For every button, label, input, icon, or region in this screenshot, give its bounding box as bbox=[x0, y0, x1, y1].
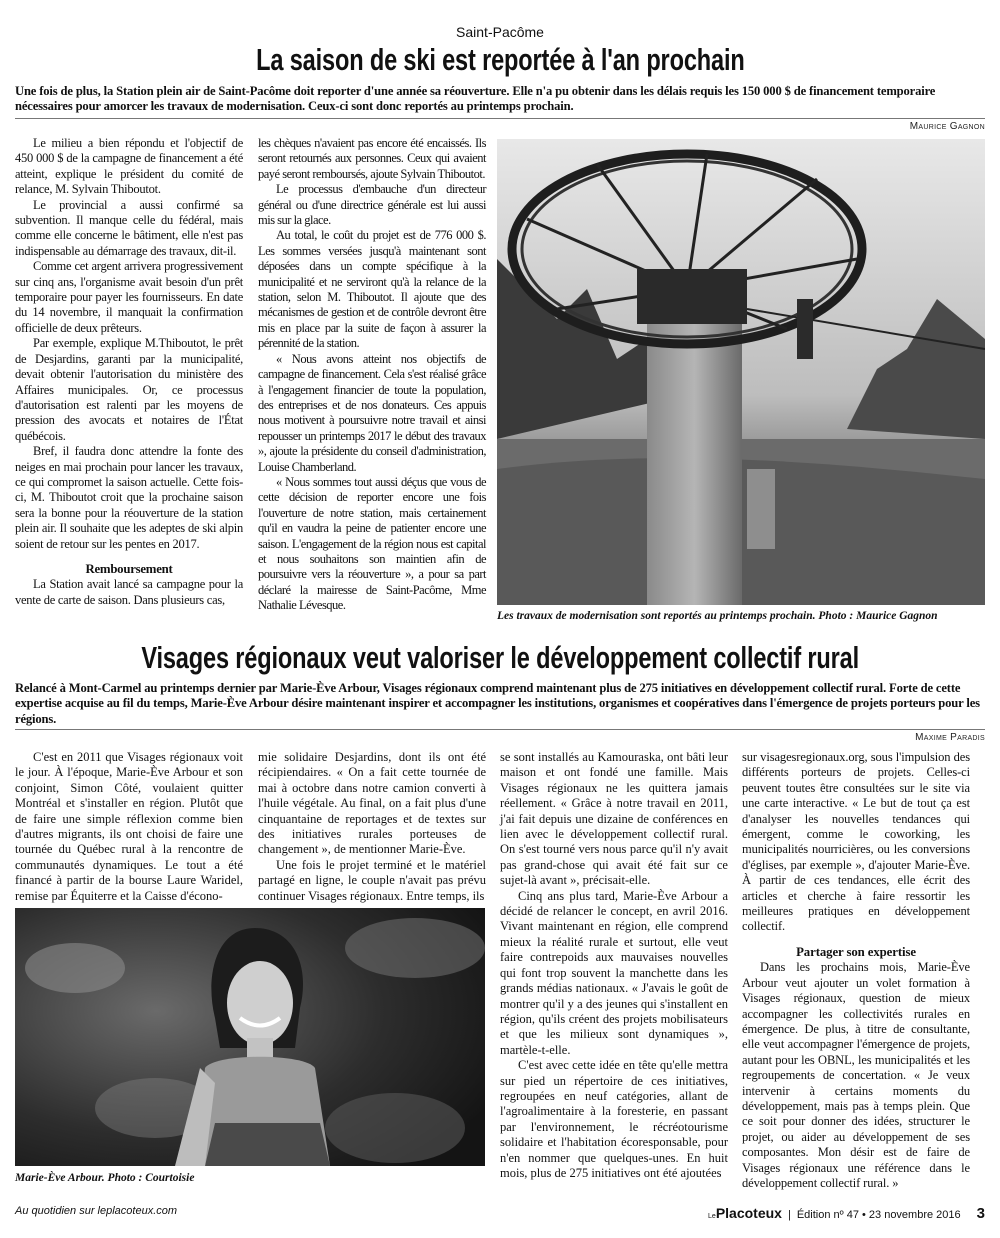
portrait-photo bbox=[15, 908, 485, 1166]
publication-logo bbox=[708, 1205, 782, 1221]
article-1-headline bbox=[0, 42, 1000, 78]
article-1-byline: Maurice Gagnon bbox=[909, 121, 985, 132]
article-1-column-1 bbox=[15, 136, 243, 608]
article-2-column-3 bbox=[500, 750, 728, 1181]
paragraph: « Nous avons atteint nos objectifs de campagne de financement. Cela s'est réalisé grâce à l'engagement financier de toute la population, des entreprises et de nos donateurs. Ces appuis nous motivent à poursuivre notre travail et ainsi repousser un printemps 2017 le début des travaux », ajoute la présidente du conseil d'administration, Louise Chamberland. bbox=[258, 351, 486, 474]
article-2-column-4 bbox=[742, 750, 970, 1191]
paragraph: mie solidaire Desjardins, dont ils ont été récipiendaires. « On a fait cette tournée de mai à octobre dans notre camion converti à l'huile végétale. Au final, on a fait plus d'une cinquantaine de reportages et de textes sur des initiatives rurales porteuses de changement », de mentionner Marie-Ève. bbox=[258, 750, 486, 857]
paragraph: Cinq ans plus tard, Marie-Ève Arbour a décidé de relancer le concept, en avril 2016. Vivant maintenant en région, elle comprend mieux la réalité rurale et surtout, elle veut faire contrepoids aux mauvaises nouvelles qui font trop souvent la manchette dans les grands médias nationaux. « J'avais le goût de montrer qu'il y a des jeunes qui s'installent en région, qu'ils créent des projets mobilisateurs et que les milieux sont dynamiques », martèle-t-elle. bbox=[500, 888, 728, 1057]
article-2-byline: Maxime Paradis bbox=[915, 732, 985, 743]
paragraph: Une fois le projet terminé et le matériel partagé en ligne, le couple n'avait pas prévu continuer Visages régionaux. Entre temps, ils bbox=[258, 857, 486, 903]
ski-photo-caption: Les travaux de modernisation sont reportés au printemps prochain. Photo : Maurice Gagnon bbox=[497, 610, 938, 622]
article-2-deck: Relancé à Mont-Carmel au printemps dernier par Marie-Ève Arbour, Visages régionaux comprend maintenant plus de 275 initiatives en développement collectif rural. Forte de cette expertise acquise au fil du temps, Marie-Ève Arbour désire maintenant inspirer et accompagner les institutions, organismes et coopératives dans l'émergence de projets porteurs pour les régions. bbox=[15, 681, 980, 726]
divider bbox=[15, 118, 985, 119]
paragraph: Le milieu a bien répondu et l'objectif de 450 000 $ de la campagne de financement a été atteint, explique le président du comité de relance, M. Sylvain Thiboutot. bbox=[15, 136, 243, 197]
paragraph: C'est avec cette idée en tête qu'elle mettra sur pied un répertoire de ces initiatives, regroupées en neuf catégories, allant de l'agroalimentaire à la foresterie, en passant par l'environnement, le récréotourisme solidaire et l'habitation écoresponsable, pour n'en nommer que quelques-unes. En huit mois, plus de 275 initiatives ont été ajoutées bbox=[500, 1058, 728, 1180]
divider bbox=[15, 729, 985, 730]
article-2-column-2 bbox=[258, 750, 486, 904]
paragraph: C'est en 2011 que Visages régionaux voit le jour. À l'époque, Marie-Ève Arbour et son conjoint, Simon Côté, voulaient quitter Montréal et s'installer en région. Plutôt que de faire une simple réflexion comme bien d'autres migrants, ils ont choisi de faire une tournée du Québec rural à la rencontre de communautés dynamiques. Le tout a été financé à partir de la bourse Laure Waridel, remise par Équiterre et la Caisse d'écono- bbox=[15, 750, 243, 903]
separator: | bbox=[787, 1209, 791, 1221]
paragraph: Bref, il faudra donc attendre la fonte des neiges en mai prochain pour lancer les travaux, ce qui compromet la saison actuelle. Cette fois-ci, M. Thiboutot croit que la prochaine saison sera la bonne pour la réouverture de la station plein air. Il souhaite que les adeptes de ski alpin soient de retour sur les pentes en 2017. bbox=[15, 444, 243, 551]
portrait-caption: Marie-Ève Arbour. Photo : Courtoisie bbox=[15, 1172, 195, 1184]
paragraph: Comme cet argent arrivera progressivement sur cinq ans, l'organisme avait besoin d'un prêt temporaire pour payer les fournisseurs. En date du 14 novembre, il manquait la confirmation officielle de deux prêteurs. bbox=[15, 259, 243, 335]
paragraph: les chèques n'avaient pas encore été encaissés. Ils seront retournés aux personnes. Ceux qui avaient payé seront remboursés, ajoute Sylvain Thiboutot. bbox=[258, 136, 486, 181]
paragraph: La Station avait lancé sa campagne pour la vente de carte de saison. Dans plusieurs cas, bbox=[15, 577, 243, 607]
ski-lift-photo bbox=[497, 139, 985, 605]
article-kicker: Saint-Pacôme bbox=[456, 24, 544, 40]
headline-text: Visages régionaux veut valoriser le développement collectif rural bbox=[141, 640, 859, 675]
subheading: Remboursement bbox=[85, 561, 173, 576]
paragraph: Au total, le coût du projet est de 776 000 $. Les sommes versées jusqu'à maintenant sont déposées dans un compte spécifique à la municipalité et ne serviront qu'à la relance de la station, selon M. Thiboutot. Il ajoute que des mécanismes de gestion et de contrôle devront être mis en place par la suite de façon à assurer la pérennité de la station. bbox=[258, 228, 486, 351]
paragraph: Par exemple, explique M.Thiboutot, le prêt de Desjardins, garanti par la municipalité, devait obtenir l'autorisation du ministère des Affaires municipales. Or, ce processus d'autorisation est ralenti par les moyens de pression des avocats et notaires de l'État québécois. bbox=[15, 336, 243, 443]
paragraph: sur visagesregionaux.org, sous l'impulsion des différents porteurs de projets. Celles-ci peuvent toutes être consultées sur le site via une carte interactive. « Le but de tout ça est d'analyser les nouvelles tendances qui émergent, comme le coworking, les municipalités nourricières, ou les conversions d'églises, par exemple », d'ajouter Marie-Ève. À partir de ces tendances, elle écrit des articles et cherche à faire ressortir les meilleures pratiques en développement collectif. bbox=[742, 750, 970, 934]
article-2-column-1 bbox=[15, 750, 243, 904]
article-1-deck: Une fois de plus, la Station plein air de Saint-Pacôme doit reporter d'une année sa réouverture. Elle n'a pu obtenir dans les délais requis les 150 000 $ de financement temporaire nécessaires pour amorcer les travaux de modernisation. Ceux-ci sont donc reportés au printemps prochain. bbox=[15, 84, 936, 114]
paragraph: « Nous sommes tout aussi déçus que vous de cette décision de reporter encore une fois l'ouverture de notre station, mais certainement qu'il en vaudra la peine de patienter encore une saison. L'engagement de la région nous est capital et nous souhaitons son maintien afin de poursuivre vers la réouverture », a pour sa part déclaré la mairesse de Saint-Pacôme, Mme Nathalie Lévesque. bbox=[258, 474, 486, 613]
edition-info: Édition nº 47 • 23 novembre 2016 bbox=[796, 1209, 961, 1221]
paragraph: Le provincial a aussi confirmé sa subvention. Il manque celle du fédéral, mais comme elle concerne le bâtiment, elle n'est pas indispensable au démarrage des travaux, dit-il. bbox=[15, 197, 243, 258]
page-number: 3 bbox=[976, 1205, 985, 1222]
logo-prefix: Le bbox=[708, 1213, 716, 1220]
article-2-headline bbox=[0, 640, 1000, 676]
paragraph: se sont installés au Kamouraska, ont bâti leur maison et ont fondé une famille. Mais Visages régionaux ne les quittera jamais réellement. « Grâce à notre travail en 2011, j'ai fait depuis une dizaine de conférences en lien avec le développement collectif rural. On s'est tourné vers nous parce qu'il n'y avait pas grand-chose qui avait été fait sur ce sujet-là avant », précisait-elle. bbox=[500, 750, 728, 888]
article-1-column-2 bbox=[258, 136, 486, 614]
subheading: Partager son expertise bbox=[796, 944, 916, 959]
footer-website: Au quotidien sur leplacoteux.com bbox=[15, 1205, 178, 1217]
paragraph: Le processus d'embauche d'un directeur général ou d'une directrice générale est lui aussi mis sur la glace. bbox=[258, 182, 486, 228]
footer-edition bbox=[708, 1205, 985, 1222]
headline-text: La saison de ski est reportée à l'an prochain bbox=[255, 42, 745, 77]
paragraph: Dans les prochains mois, Marie-Ève Arbour veut ajouter un volet formation à Visages régionaux, question de mieux accompagner les collectivités rurales en émergence. De plus, à titre de consultante, elle veut accompagner l'émergence de projets, autant pour les OBNL, les municipalités et les regroupements de concertation. « Je veux intervenir à certains moments du développement, mais pas à temps plein. Que ce soit pour donner des idées, structurer le projet, ou aider au développement de ses composantes. Mon désir est de faire de Visages régionaux une référence dans le développement collectif rural. » bbox=[742, 960, 970, 1190]
logo-text: Placoteux bbox=[715, 1205, 782, 1221]
